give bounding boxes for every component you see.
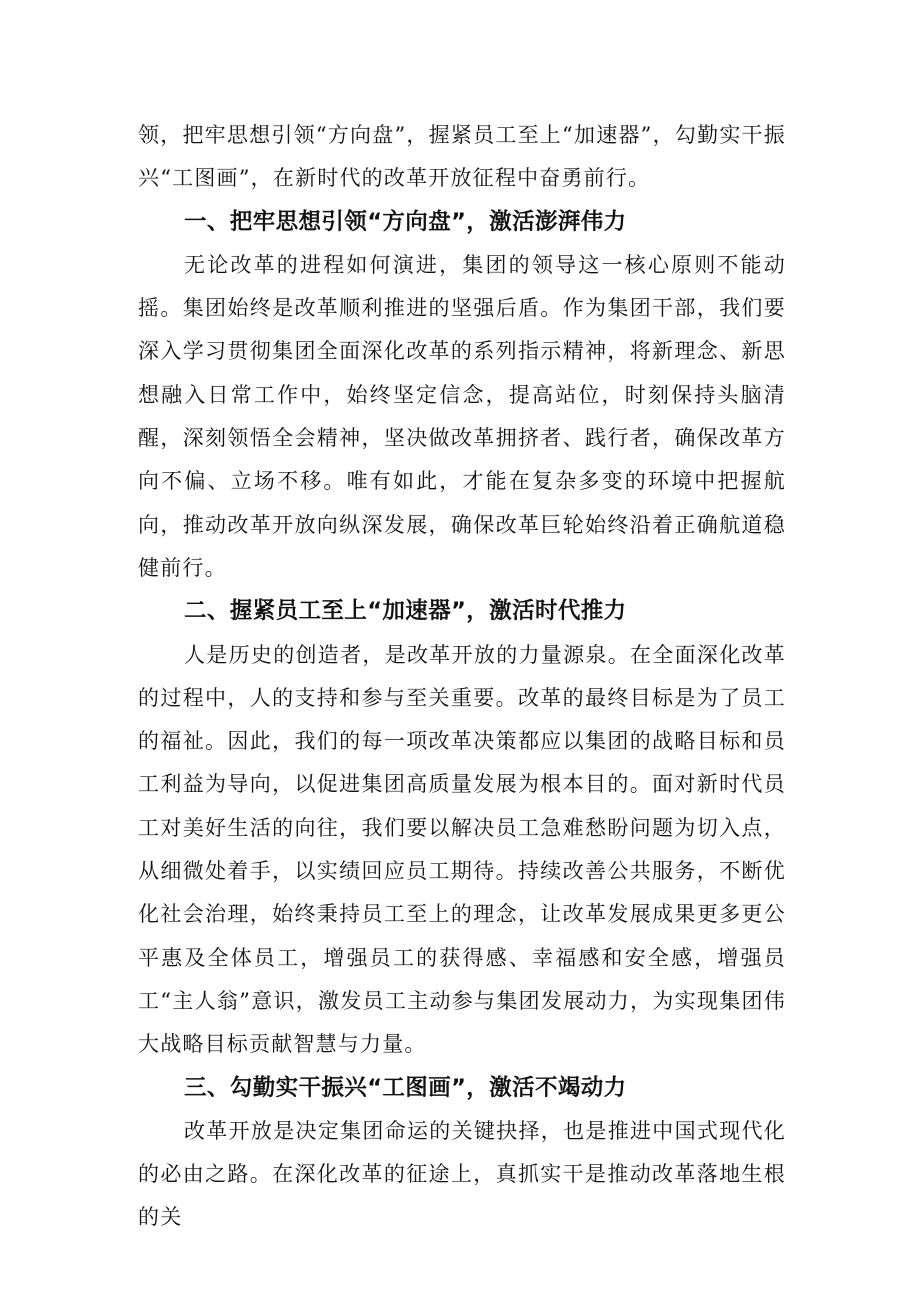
document-body bbox=[138, 114, 786, 1240]
section-3-heading: 三、勾勤实干振兴“工图画”，激活不竭动力 bbox=[184, 1074, 627, 1101]
intro-paragraph: 领，把牢思想引领“方向盘”，握紧员工至上“加速器”，勾勤实干振兴“工图画”，在新时代的改革开放征程中奋勇前行。 bbox=[138, 123, 786, 191]
section-3-paragraph: 改革开放是决定集团命运的关键抉择，也是推进中国式现代化的必由之路。在深化改革的征途上，真抓实干是推动改革落地生根的关 bbox=[138, 1118, 786, 1230]
section-2-heading: 二、握紧员工至上“加速器”，激活时代推力 bbox=[184, 598, 627, 625]
section-1-paragraph: 无论改革的进程如何演进，集团的领导这一核心原则不能动摇。集团始终是改革顺利推进的坚强后盾。作为集团干部，我们要深入学习贯彻集团全面深化改革的系列指示精神，将新理念、新思想融入日常工作中，始终坚定信念，提高站位，时刻保持头脑清醒，深刻领悟全会精神，坚决做改革拥挤者、践行者，确保改革方向不偏、立场不移。唯有如此，才能在复杂多变的环境中把握航向，推动改革开放向纵深发展，确保改革巨轮始终沿着正确航道稳健前行。 bbox=[138, 252, 786, 580]
section-2-paragraph: 人是历史的创造者，是改革开放的力量源泉。在全面深化改革的过程中，人的支持和参与至关重要。改革的最终目标是为了员工的福祉。因此，我们的每一项改革决策都应以集团的战略目标和员工利益为导向，以促进集团高质量发展为根本目的。面对新时代员工对美好生活的向往，我们要以解决员工急难愁盼问题为切入点，从细微处着手，以实绩回应员工期待。持续改善公共服务，不断优化社会治理，始终秉持员工至上的理念，让改革发展成果更多更公平惠及全体员工，增强员工的获得感、幸福感和安全感，增强员工“主人翁”意识，激发员工主动参与集团发展动力，为实现集团伟大战略目标贡献智慧与力量。 bbox=[138, 642, 786, 1057]
section-1-heading: 一、把牢思想引领“方向盘”，激活澎湃伟力 bbox=[184, 208, 627, 235]
